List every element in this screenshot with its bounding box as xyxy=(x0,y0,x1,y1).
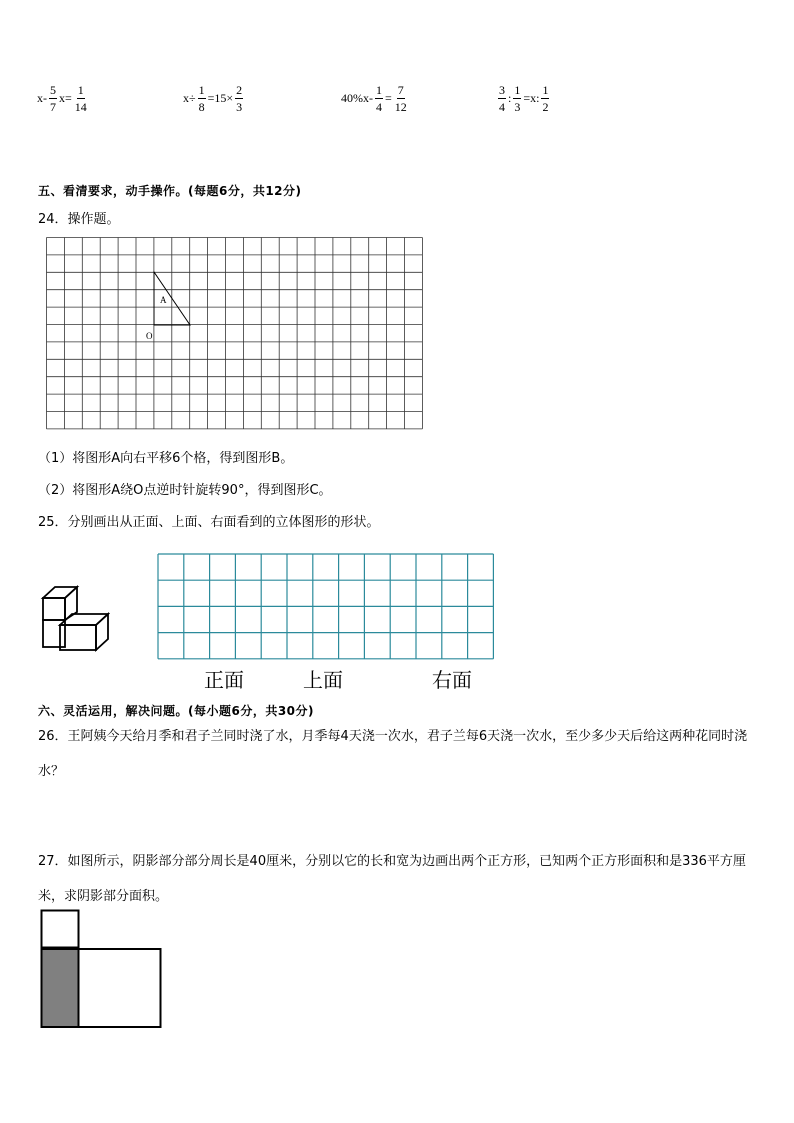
large-square xyxy=(79,949,161,1027)
label-right-view: 右面 xyxy=(432,668,472,692)
equation-1: x- $\frac{5}{7}$ x= $\frac{1}{14}$ xyxy=(37,82,87,114)
label-a: A xyxy=(160,295,167,305)
q24-grid xyxy=(46,237,424,430)
section-5-title: 五、看清要求，动手操作。(每题6分，共12分) xyxy=(38,184,302,198)
label-o: O xyxy=(146,331,153,341)
small-square xyxy=(42,911,79,948)
cube-stack-figure xyxy=(38,582,110,654)
q24-title: 24．操作题。 xyxy=(38,212,120,227)
equation-2: x÷ $\frac{1}{8}$ =15× $\frac{2}{3}$ xyxy=(183,82,243,114)
q25-title: 25．分别画出从正面、上面、右面看到的立体图形的形状。 xyxy=(38,515,380,530)
label-front-view: 正面 xyxy=(204,668,244,692)
shaded-rectangle xyxy=(42,949,79,1027)
label-top-view: 上面 xyxy=(303,668,343,692)
q27-text: 27．如图所示，阴影部分部分周长是40厘米，分别以它的长和宽为边画出两个正方形，已知两个正方形面积和是336平方厘米，求阴影部分面积。 xyxy=(38,854,746,904)
q26-text: 26．王阿姨今天给月季和君子兰同时浇了水，月季每4天浇一次水，君子兰每6天浇一次水，至少多少天后给这两种花同时浇水？ xyxy=(38,729,748,779)
section-6-title: 六、灵活运用，解决问题。(每小题6分，共30分) xyxy=(38,704,315,718)
views-grid xyxy=(157,553,495,661)
q24-task-2: （2）将图形A绕O点逆时针旋转90°，得到图形C。 xyxy=(38,483,332,498)
equation-4: $\frac{3}{4}$ : $\frac{1}{3}$ =x: $\frac{1}{2}$ xyxy=(499,82,549,114)
equation-3: 40%x- $\frac{1}{4}$ = $\frac{7}{12}$ xyxy=(341,82,407,114)
q24-task-1: （1）将图形A向右平移6个格，得到图形B。 xyxy=(38,451,294,466)
q27-figure xyxy=(38,908,166,1032)
